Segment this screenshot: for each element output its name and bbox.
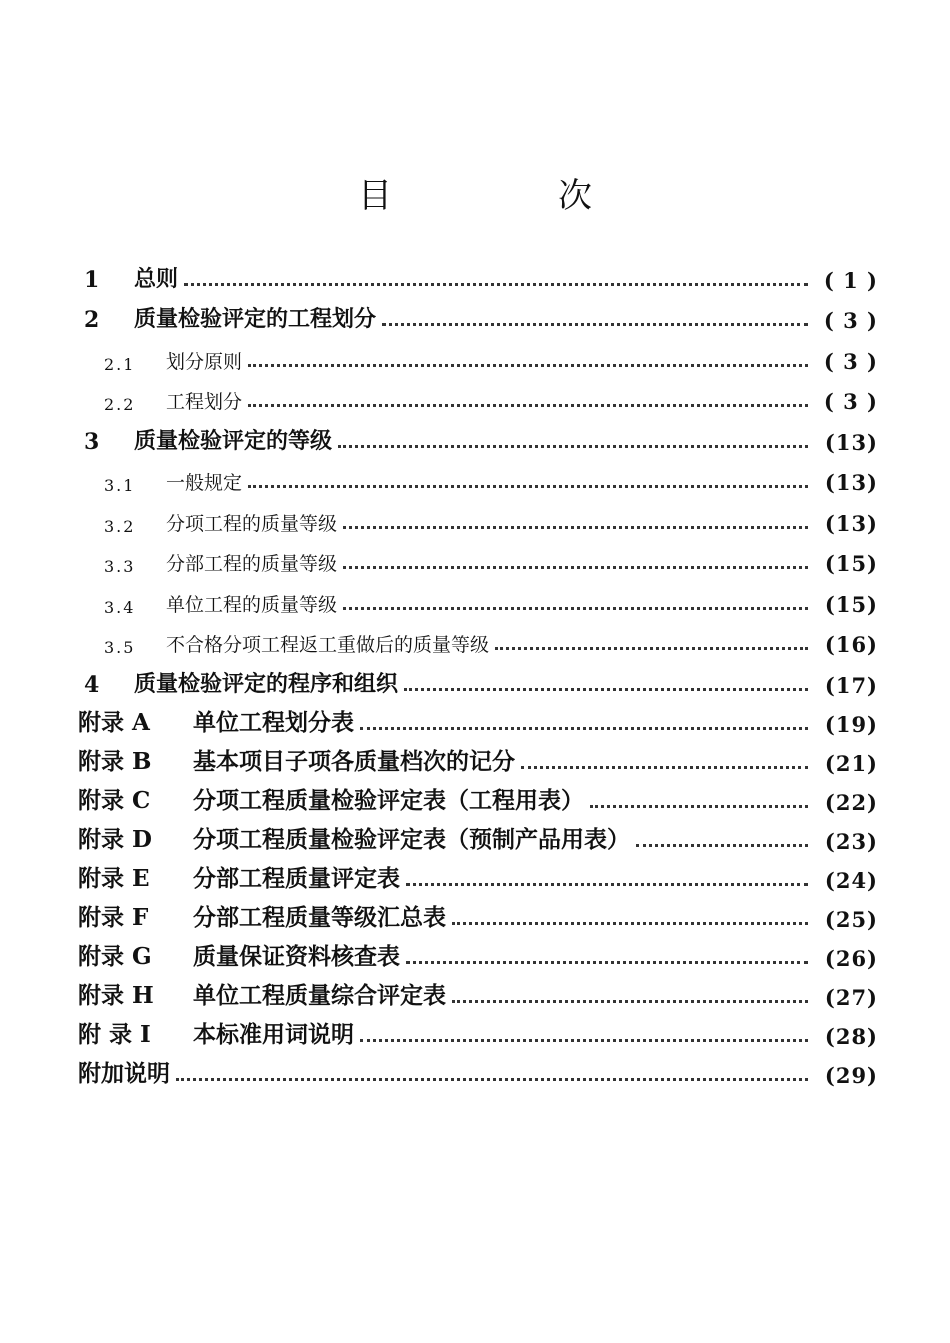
toc-appendix-entry[interactable] bbox=[78, 698, 878, 737]
dot-leader bbox=[406, 960, 808, 964]
toc-appendix-entry[interactable] bbox=[78, 854, 878, 893]
dot-leader bbox=[452, 921, 808, 925]
toc-entry-title: 工程划分 bbox=[166, 391, 243, 413]
toc-entry-title: 不合格分项工程返工重做后的质量等级 bbox=[166, 634, 490, 656]
toc-entry-number: 附录 B bbox=[78, 747, 152, 775]
toc-entry-title: 单位工程划分表 bbox=[193, 708, 354, 736]
toc-entry-page: ( 3 ) bbox=[823, 308, 878, 333]
toc-entry-number: 附录 C bbox=[78, 786, 151, 814]
toc-entry[interactable] bbox=[78, 374, 878, 415]
toc-entry-number: 3.1 bbox=[104, 476, 136, 495]
toc-entry-number: 2.1 bbox=[104, 354, 136, 374]
dot-leader bbox=[343, 525, 808, 529]
toc-entry-title: 质量检验评定的等级 bbox=[134, 427, 333, 454]
toc-entry-number: 2.2 bbox=[104, 395, 136, 414]
toc-entry-title: 分部工程的质量等级 bbox=[166, 553, 338, 575]
dot-leader bbox=[360, 1038, 808, 1042]
dot-leader bbox=[452, 999, 808, 1003]
toc-entry-page: ( 3 ) bbox=[823, 348, 878, 374]
toc-appendix-entry[interactable] bbox=[78, 815, 878, 854]
toc-appendix-entry[interactable] bbox=[78, 1010, 878, 1049]
toc-appendix-entry[interactable] bbox=[78, 893, 878, 932]
toc-entry-page: (15) bbox=[824, 591, 878, 617]
toc-entry-page: (29) bbox=[824, 1062, 878, 1088]
toc-entry-title: 划分原则 bbox=[166, 350, 243, 373]
dot-leader bbox=[406, 882, 808, 886]
toc-entry[interactable] bbox=[78, 657, 878, 698]
toc-entry-number: 附录 H bbox=[78, 981, 154, 1009]
toc-entry-title: 分项工程质量检验评定表（预制产品用表） bbox=[193, 825, 630, 853]
toc-entry-page: (27) bbox=[824, 984, 878, 1010]
toc-entry-title: 质量检验评定的程序和组织 bbox=[134, 670, 399, 697]
dot-leader bbox=[343, 606, 808, 610]
toc-entry-title: 本标准用词说明 bbox=[193, 1020, 354, 1048]
toc-entry-page: (13) bbox=[824, 510, 878, 536]
toc-entry-page: (13) bbox=[824, 429, 878, 455]
toc-entry-number: 3.3 bbox=[104, 557, 136, 576]
table-of-contents bbox=[78, 252, 878, 1088]
toc-entry-number: 3.2 bbox=[104, 516, 136, 536]
toc-entry[interactable] bbox=[78, 455, 878, 496]
toc-entry[interactable] bbox=[78, 293, 878, 334]
toc-entry-number: 1 bbox=[84, 266, 100, 293]
dot-leader bbox=[338, 444, 808, 448]
page-title: 目 次 bbox=[358, 176, 658, 216]
toc-entry-title: 分项工程的质量等级 bbox=[166, 512, 338, 535]
toc-entry-title: 总则 bbox=[134, 265, 179, 292]
toc-entry-page: (25) bbox=[824, 906, 878, 932]
toc-entry-title: 单位工程质量综合评定表 bbox=[193, 981, 446, 1009]
toc-entry[interactable] bbox=[78, 536, 878, 577]
toc-entry-page: (26) bbox=[824, 945, 878, 971]
toc-appendix-entry[interactable] bbox=[78, 971, 878, 1010]
toc-entry-page: (16) bbox=[824, 632, 878, 657]
toc-appendix-entry[interactable] bbox=[78, 1049, 878, 1088]
toc-entry-title: 一般规定 bbox=[166, 472, 243, 494]
dot-leader bbox=[248, 363, 808, 367]
toc-entry-number: 3.4 bbox=[104, 597, 136, 617]
dot-leader bbox=[360, 726, 808, 730]
toc-entry-page: (19) bbox=[824, 711, 878, 737]
dot-leader bbox=[590, 804, 808, 808]
toc-entry-title: 分项工程质量检验评定表（工程用表） bbox=[193, 786, 584, 814]
toc-entry-title: 基本项目子项各质量档次的记分 bbox=[193, 747, 515, 775]
toc-entry[interactable] bbox=[78, 252, 878, 293]
dot-leader bbox=[184, 282, 808, 286]
dot-leader bbox=[176, 1077, 808, 1081]
toc-entry-title: 分部工程质量等级汇总表 bbox=[193, 903, 446, 931]
toc-entry-number: 4 bbox=[84, 671, 100, 698]
toc-entry-page: (23) bbox=[824, 828, 878, 854]
dot-leader bbox=[404, 687, 808, 691]
toc-entry-number: 2 bbox=[84, 307, 100, 333]
toc-entry-number: 附录 E bbox=[78, 864, 150, 892]
toc-entry[interactable] bbox=[78, 576, 878, 617]
toc-entry-title: 单位工程的质量等级 bbox=[166, 593, 338, 616]
toc-entry-number: 3 bbox=[84, 428, 100, 455]
dot-leader bbox=[248, 484, 808, 488]
toc-entry-page: (22) bbox=[824, 789, 878, 815]
toc-appendix-entry[interactable] bbox=[78, 932, 878, 971]
toc-entry-number: 附 录 I bbox=[78, 1020, 151, 1048]
toc-entry-number: 附录 G bbox=[78, 942, 152, 970]
dot-leader bbox=[636, 843, 808, 847]
toc-entry-number: 附录 D bbox=[78, 825, 152, 853]
toc-entry-title: 质量检验评定的工程划分 bbox=[134, 306, 377, 332]
toc-entry-page: (13) bbox=[824, 470, 878, 495]
toc-entry-number: 附录 F bbox=[78, 903, 149, 931]
toc-entry-page: (24) bbox=[824, 867, 878, 893]
toc-entry-number: 附录 A bbox=[78, 708, 150, 736]
dot-leader bbox=[248, 403, 808, 407]
toc-entry[interactable] bbox=[78, 495, 878, 536]
toc-entry-title: 分部工程质量评定表 bbox=[193, 864, 400, 892]
toc-entry-number: 3.5 bbox=[104, 638, 136, 657]
toc-entry-page: (28) bbox=[824, 1023, 878, 1049]
dot-leader bbox=[343, 565, 808, 569]
toc-entry-page: (17) bbox=[824, 672, 878, 698]
toc-entry-title: 附加说明 bbox=[78, 1059, 170, 1087]
dot-leader bbox=[495, 646, 808, 650]
toc-entry-title: 质量保证资料核查表 bbox=[193, 942, 400, 970]
toc-entry-page: (21) bbox=[824, 750, 878, 776]
toc-entry[interactable] bbox=[78, 414, 878, 455]
dot-leader bbox=[382, 322, 808, 326]
toc-appendix-entry[interactable] bbox=[78, 737, 878, 776]
toc-entry-page: (15) bbox=[824, 551, 878, 576]
dot-leader bbox=[521, 765, 808, 769]
toc-entry-page: ( 1 ) bbox=[823, 267, 878, 293]
toc-entry[interactable] bbox=[78, 617, 878, 658]
toc-entry[interactable] bbox=[78, 333, 878, 374]
toc-appendix-entry[interactable] bbox=[78, 776, 878, 815]
toc-entry-page: ( 3 ) bbox=[823, 389, 878, 414]
